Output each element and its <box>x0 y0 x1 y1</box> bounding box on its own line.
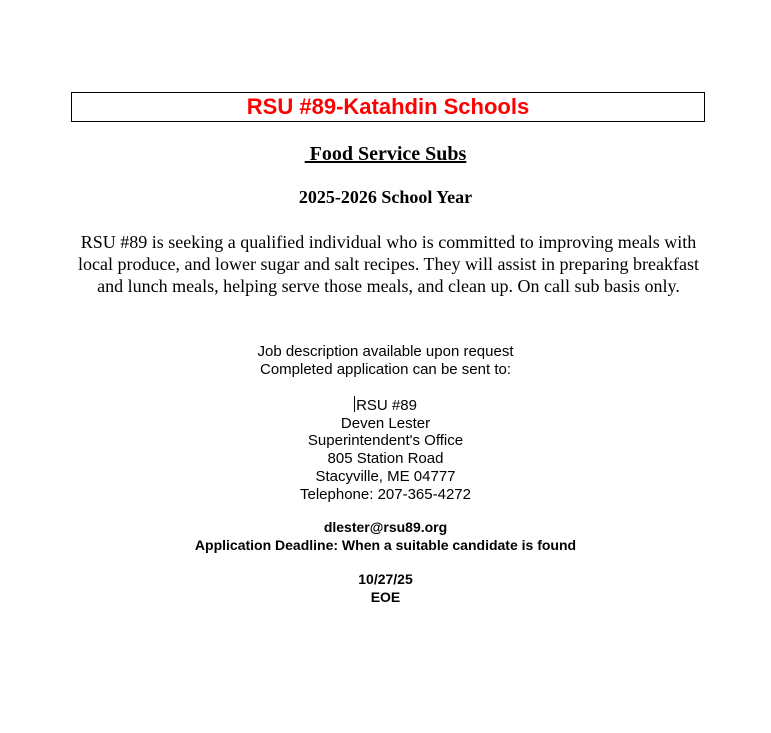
address-org-line <box>0 396 771 415</box>
application-deadline: Application Deadline: When a suitable candidate is found <box>194 536 577 553</box>
eoe-label: EOE <box>370 588 401 605</box>
job-description: RSU #89 is seeking a qualified individual who is committed to improving meals with local produce, and lower sugar and salt recipes. They will assist in preparing breakfast and lunch meals, helping serve those meals, and clean up. On call sub basis only. <box>78 232 699 296</box>
contact-email: dlester@rsu89.org <box>323 519 448 535</box>
job-description-note: Job description available upon request <box>257 343 514 360</box>
text-cursor <box>354 396 355 412</box>
address-telephone: Telephone: 207-365-4272 <box>300 485 471 503</box>
address-name: Deven Lester <box>340 414 431 432</box>
school-year: 2025-2026 School Year <box>298 187 473 207</box>
application-send-note: Completed application can be sent to: <box>260 360 511 378</box>
footer-block <box>0 571 771 606</box>
posting-date: 10/27/25 <box>358 571 413 587</box>
address-org: RSU #89 <box>356 397 417 414</box>
address-city: Stacyville, ME 04777 <box>315 467 456 485</box>
contact-block <box>0 519 771 554</box>
address-office: Superintendent's Office <box>307 432 464 450</box>
mailing-address <box>0 396 771 503</box>
title-box <box>71 92 705 122</box>
address-street: 805 Station Road <box>327 450 444 468</box>
application-info <box>0 343 771 378</box>
page-title: RSU #89-Katahdin Schools <box>246 94 530 119</box>
job-subtitle: Food Service Subs <box>304 143 467 165</box>
